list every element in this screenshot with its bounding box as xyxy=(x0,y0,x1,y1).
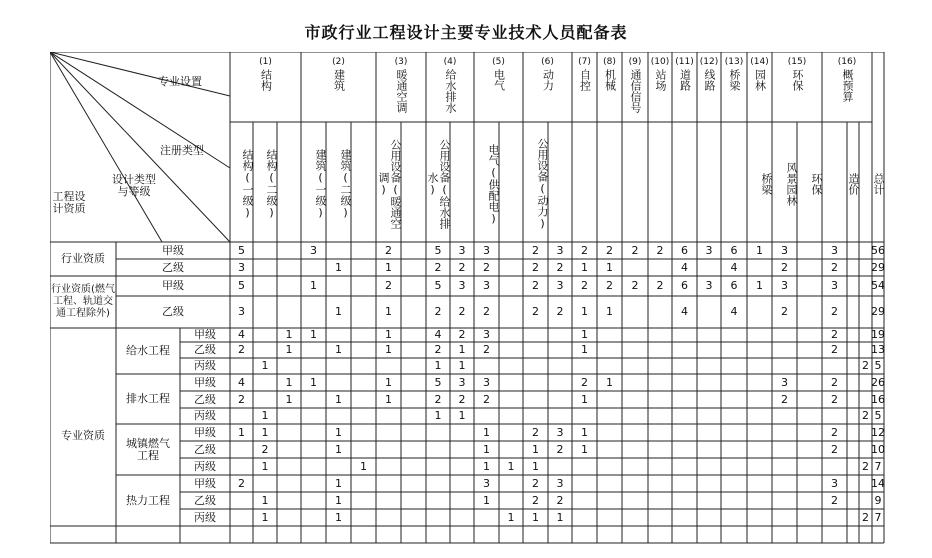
value-cell: 1 xyxy=(532,459,539,473)
value-cell: 4 xyxy=(681,260,688,274)
grade-label: 甲级 xyxy=(194,375,216,389)
total-cell: 26 xyxy=(871,375,885,389)
value-cell: 1 xyxy=(532,510,539,524)
value-cell: 1 xyxy=(261,409,269,422)
value-cell: 6 xyxy=(730,243,738,257)
group-header-9 xyxy=(622,56,648,120)
value-cell: 2 xyxy=(831,493,838,507)
value-cell: 1 xyxy=(385,328,392,341)
value-cell: 2 xyxy=(532,260,539,274)
value-cell: 3 xyxy=(831,476,838,490)
value-cell: 1 xyxy=(581,343,588,356)
value-cell: 1 xyxy=(756,243,763,257)
value-cell: 2 xyxy=(238,392,245,406)
total-cell: 7 xyxy=(874,510,882,524)
value-cell: 2 xyxy=(831,375,838,389)
value-cell: 3 xyxy=(781,243,788,257)
value-cell: 1 xyxy=(581,392,588,406)
value-cell: 2 xyxy=(606,243,613,257)
value-cell: 2 xyxy=(862,510,869,524)
group-header-8 xyxy=(597,56,622,120)
total-cell: 29 xyxy=(871,305,885,318)
value-cell: 2 xyxy=(631,243,639,257)
corner-zhuce-leixing: 注册类型 xyxy=(160,144,204,157)
value-cell: 1 xyxy=(261,510,269,524)
group-label: 园林 xyxy=(753,69,767,91)
total-cell: 5 xyxy=(874,409,882,422)
value-cell: 1 xyxy=(385,392,392,406)
sub-header-10: 电气(供配电) xyxy=(487,143,500,225)
sub-header-3: 建筑(一级) xyxy=(314,149,327,219)
group-label: 道路 xyxy=(678,69,692,91)
grade-label: 丙级 xyxy=(194,459,216,473)
group-header-7 xyxy=(572,56,597,120)
group-number: (10) xyxy=(650,57,670,67)
group-number: (7) xyxy=(578,57,591,67)
value-cell: 2 xyxy=(532,493,539,507)
group-number: (12) xyxy=(699,57,719,67)
group-label: 环保 xyxy=(791,69,804,91)
value-cell: 3 xyxy=(483,243,490,257)
grade-label: 乙级 xyxy=(162,260,184,274)
group-number: (2) xyxy=(332,57,345,67)
total-cell: 10 xyxy=(871,442,885,456)
value-cell: 4 xyxy=(730,305,738,318)
value-cell: 1 xyxy=(310,279,317,292)
value-cell: 1 xyxy=(434,359,442,372)
value-cell: 2 xyxy=(862,409,869,422)
value-cell: 2 xyxy=(631,279,639,292)
value-cell: 1 xyxy=(285,343,293,356)
table-title: 市政行业工程设计主要专业技术人员配备表 xyxy=(304,23,628,42)
category-hangye2: 行业资质(燃气工程、轨道交通工程除外) xyxy=(51,284,115,319)
value-cell: 1 xyxy=(756,279,763,292)
value-cell: 3 xyxy=(831,243,838,257)
value-cell: 1 xyxy=(507,459,515,473)
sub-category-2: 城镇燃气工程 xyxy=(126,436,170,462)
value-cell: 2 xyxy=(862,359,869,372)
value-cell: 2 xyxy=(781,305,788,318)
sub-header-23: 环保 xyxy=(810,173,823,195)
corner-gongcheng-zizhi: 工程设计资质 xyxy=(52,190,86,215)
group-label: 线路 xyxy=(703,69,716,91)
value-cell: 1 xyxy=(483,425,490,439)
group-header-4 xyxy=(426,56,474,120)
value-cell: 2 xyxy=(606,279,613,292)
sub-header-6: 公用设备(暖通空调) xyxy=(377,139,402,229)
value-cell: 3 xyxy=(238,260,245,274)
value-cell: 1 xyxy=(385,260,392,274)
value-cell: 4 xyxy=(681,305,688,318)
value-cell: 1 xyxy=(335,260,342,274)
value-cell: 2 xyxy=(458,328,466,341)
value-cell: 1 xyxy=(507,510,515,524)
grade-label: 甲级 xyxy=(162,279,184,292)
total-cell: 7 xyxy=(874,459,882,473)
group-label: 概预算 xyxy=(841,69,854,102)
value-cell: 2 xyxy=(261,442,269,456)
group-header-6 xyxy=(523,56,572,120)
grade-label: 丙级 xyxy=(194,409,216,422)
grade-label: 乙级 xyxy=(194,343,216,356)
value-cell: 1 xyxy=(360,459,367,473)
value-cell: 4 xyxy=(434,328,442,341)
value-cell: 2 xyxy=(831,305,838,318)
value-cell: 2 xyxy=(532,425,539,439)
value-cell: 2 xyxy=(483,260,490,274)
group-number: (6) xyxy=(541,57,554,67)
value-cell: 2 xyxy=(483,305,490,318)
value-cell: 6 xyxy=(730,279,738,292)
value-cell: 1 xyxy=(385,343,392,356)
value-cell: 2 xyxy=(581,375,588,389)
grade-label: 甲级 xyxy=(162,243,184,257)
total-cell: 12 xyxy=(871,425,885,439)
sub-header-27: 总计 xyxy=(872,173,885,195)
value-cell: 1 xyxy=(483,459,490,473)
total-cell: 9 xyxy=(874,493,882,507)
sub-category-1: 排水工程 xyxy=(126,392,170,405)
group-number: (3) xyxy=(394,57,408,67)
group-header-13 xyxy=(721,56,747,120)
value-cell: 3 xyxy=(483,279,490,292)
value-cell: 1 xyxy=(434,409,442,422)
value-cell: 1 xyxy=(606,260,613,274)
value-cell: 2 xyxy=(483,392,490,406)
grade-label: 乙级 xyxy=(194,442,216,456)
value-cell: 1 xyxy=(606,375,613,389)
value-cell: 1 xyxy=(483,442,490,456)
value-cell: 2 xyxy=(556,305,564,318)
value-cell: 5 xyxy=(434,279,442,292)
group-number: (11) xyxy=(675,57,694,67)
value-cell: 2 xyxy=(831,425,838,439)
value-cell: 2 xyxy=(656,279,664,292)
group-number: (16) xyxy=(837,57,857,67)
value-cell: 3 xyxy=(831,279,838,292)
group-header-3 xyxy=(376,56,426,120)
value-cell: 3 xyxy=(781,375,788,389)
value-cell: 2 xyxy=(556,260,564,274)
total-cell: 19 xyxy=(871,328,885,341)
group-header-12 xyxy=(697,56,721,120)
value-cell: 2 xyxy=(581,243,588,257)
value-cell: 1 xyxy=(335,305,342,318)
group-label: 暖通空调 xyxy=(395,69,408,113)
group-label: 电气 xyxy=(492,69,506,91)
sub-header-4: 建筑(二级) xyxy=(339,149,352,219)
value-cell: 4 xyxy=(730,260,738,274)
value-cell: 5 xyxy=(238,279,245,292)
sub-header-21: 桥梁 xyxy=(760,173,773,195)
grade-label: 甲级 xyxy=(194,328,216,341)
value-cell: 1 xyxy=(458,359,466,372)
group-header-5 xyxy=(474,56,523,120)
value-cell: 2 xyxy=(483,343,490,356)
grade-label: 乙级 xyxy=(194,392,216,406)
value-cell: 3 xyxy=(483,476,490,490)
sub-header-8: 公用设备(给水排水) xyxy=(426,139,451,229)
value-cell: 6 xyxy=(681,243,688,257)
value-cell: 3 xyxy=(781,279,788,292)
value-cell: 4 xyxy=(238,375,245,389)
value-cell: 2 xyxy=(434,260,442,274)
value-cell: 1 xyxy=(458,409,466,422)
group-number: (9) xyxy=(628,57,642,67)
category-zhuanye: 专业资质 xyxy=(61,428,105,442)
value-cell: 1 xyxy=(335,343,342,356)
corner-zhuanye-shezhi: 专业设置 xyxy=(158,75,202,88)
sub-header-25: 造价 xyxy=(847,173,860,195)
value-cell: 1 xyxy=(261,493,269,507)
value-cell: 3 xyxy=(556,243,564,257)
value-cell: 2 xyxy=(831,260,838,274)
value-cell: 1 xyxy=(335,392,342,406)
group-header-1 xyxy=(230,56,301,120)
group-header-16 xyxy=(822,56,872,120)
value-cell: 1 xyxy=(310,375,317,389)
value-cell: 2 xyxy=(556,442,564,456)
group-number: (1) xyxy=(259,57,272,67)
group-header-14 xyxy=(747,56,772,120)
group-label: 建筑 xyxy=(332,69,346,91)
value-cell: 2 xyxy=(532,279,539,292)
group-number: (5) xyxy=(492,57,505,67)
group-number: (15) xyxy=(787,57,807,67)
sub-category-3: 热力工程 xyxy=(126,493,170,507)
value-cell: 3 xyxy=(238,305,245,318)
value-cell: 1 xyxy=(556,510,564,524)
value-cell: 2 xyxy=(532,476,539,490)
value-cell: 3 xyxy=(483,375,490,389)
grade-label: 甲级 xyxy=(194,425,216,439)
value-cell: 3 xyxy=(483,328,490,341)
value-cell: 3 xyxy=(556,476,564,490)
value-cell: 2 xyxy=(385,279,392,292)
grade-label: 乙级 xyxy=(162,305,184,318)
value-cell: 2 xyxy=(434,392,442,406)
value-cell: 2 xyxy=(781,392,788,406)
value-cell: 2 xyxy=(556,493,564,507)
value-cell: 2 xyxy=(831,442,838,456)
corner-sheji-leixing: 设计类型与等级 xyxy=(112,173,156,198)
value-cell: 3 xyxy=(310,243,317,257)
sub-category-0: 给水工程 xyxy=(126,344,170,357)
value-cell: 1 xyxy=(285,375,293,389)
grade-label: 丙级 xyxy=(194,510,216,524)
value-cell: 1 xyxy=(458,343,466,356)
value-cell: 1 xyxy=(483,493,490,507)
group-label: 站场 xyxy=(654,69,667,91)
value-cell: 2 xyxy=(831,328,838,341)
value-cell: 2 xyxy=(831,343,838,356)
value-cell: 3 xyxy=(458,243,466,257)
grade-label: 甲级 xyxy=(194,476,216,490)
value-cell: 1 xyxy=(581,260,588,274)
value-cell: 2 xyxy=(458,392,466,406)
value-cell: 1 xyxy=(310,328,317,341)
value-cell: 5 xyxy=(434,375,442,389)
value-cell: 1 xyxy=(385,375,392,389)
group-number: (8) xyxy=(603,57,616,67)
value-cell: 1 xyxy=(335,510,342,524)
value-cell: 2 xyxy=(238,476,245,490)
value-cell: 5 xyxy=(238,243,245,257)
value-cell: 2 xyxy=(532,243,539,257)
table-body xyxy=(50,52,884,543)
total-cell: 29 xyxy=(871,260,885,274)
value-cell: 1 xyxy=(335,476,342,490)
total-cell: 14 xyxy=(871,476,885,490)
value-cell: 1 xyxy=(261,459,269,473)
value-cell: 1 xyxy=(261,359,269,372)
grade-label: 丙级 xyxy=(194,359,216,372)
value-cell: 1 xyxy=(285,392,293,406)
group-label: 结构 xyxy=(259,69,273,91)
value-cell: 1 xyxy=(335,425,342,439)
value-cell: 3 xyxy=(705,279,713,292)
value-cell: 2 xyxy=(458,260,466,274)
value-cell: 2 xyxy=(385,243,392,257)
group-label: 通信信号 xyxy=(629,69,642,113)
value-cell: 1 xyxy=(335,442,342,456)
grade-label: 乙级 xyxy=(194,493,216,507)
value-cell: 5 xyxy=(434,243,442,257)
group-header-11 xyxy=(672,56,697,120)
value-cell: 1 xyxy=(285,328,293,341)
value-cell: 1 xyxy=(606,305,613,318)
value-cell: 3 xyxy=(705,243,713,257)
value-cell: 2 xyxy=(781,260,788,274)
group-number: (14) xyxy=(750,57,769,67)
sub-header-1: 结构(二级) xyxy=(265,149,278,219)
value-cell: 2 xyxy=(581,279,588,292)
value-cell: 1 xyxy=(581,442,588,456)
value-cell: 3 xyxy=(556,425,564,439)
total-cell: 54 xyxy=(871,279,885,292)
value-cell: 1 xyxy=(385,305,392,318)
value-cell: 2 xyxy=(862,459,869,473)
group-header-10 xyxy=(648,56,672,120)
value-cell: 2 xyxy=(434,343,442,356)
group-header-15 xyxy=(772,56,822,120)
group-label: 自控 xyxy=(578,69,592,91)
group-header-2 xyxy=(301,56,376,120)
sub-header-22: 风景园林 xyxy=(785,162,798,206)
value-cell: 2 xyxy=(532,305,539,318)
total-cell: 16 xyxy=(871,392,885,406)
value-cell: 1 xyxy=(581,425,588,439)
value-cell: 6 xyxy=(681,279,688,292)
group-number: (13) xyxy=(724,57,744,67)
group-label: 机械 xyxy=(603,69,617,91)
value-cell: 3 xyxy=(458,375,466,389)
value-cell: 4 xyxy=(238,328,245,341)
total-cell: 5 xyxy=(874,359,882,372)
sub-header-12: 公用设备(动力) xyxy=(536,138,549,230)
value-cell: 1 xyxy=(238,425,245,439)
group-label: 桥梁 xyxy=(728,69,741,91)
value-cell: 1 xyxy=(581,328,588,341)
total-cell: 13 xyxy=(871,343,885,356)
value-cell: 1 xyxy=(532,442,539,456)
total-cell: 56 xyxy=(871,243,885,257)
value-cell: 1 xyxy=(581,305,588,318)
value-cell: 1 xyxy=(261,425,269,439)
value-cell: 1 xyxy=(335,493,342,507)
value-cell: 2 xyxy=(458,305,466,318)
value-cell: 3 xyxy=(556,279,564,292)
value-cell: 2 xyxy=(434,305,442,318)
group-label: 动力 xyxy=(541,69,555,91)
group-label: 给水排水 xyxy=(444,69,457,113)
value-cell: 2 xyxy=(831,392,838,406)
value-cell: 3 xyxy=(458,279,466,292)
sub-header-0: 结构(一级) xyxy=(241,149,254,219)
category-hangye: 行业资质 xyxy=(61,252,105,265)
group-number: (4) xyxy=(443,57,457,67)
value-cell: 2 xyxy=(238,343,245,356)
value-cell: 2 xyxy=(656,243,664,257)
